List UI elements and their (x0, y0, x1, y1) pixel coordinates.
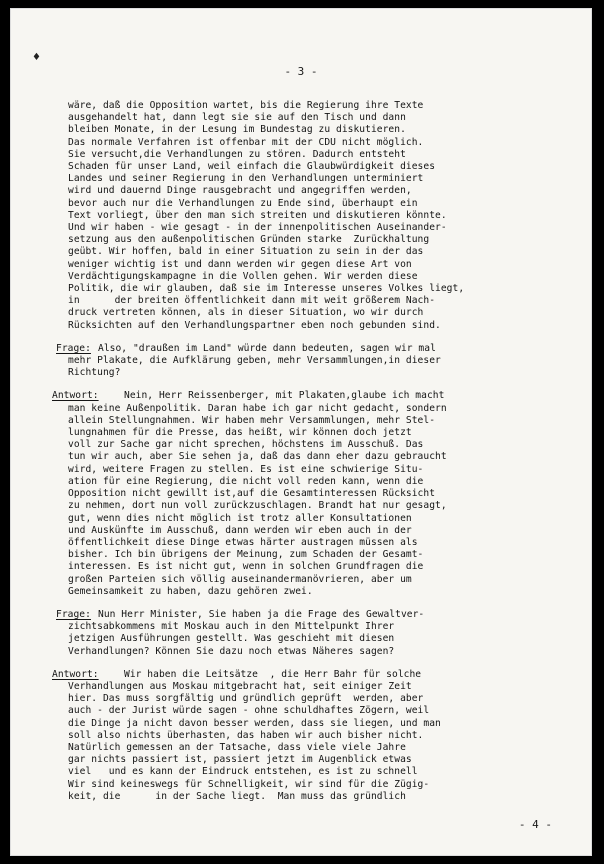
intro-paragraph (68, 100, 568, 332)
text-line: Politik, die wir glauben, daß sie im Interesse unseres Volkes liegt, (68, 283, 465, 295)
text-line: und Auskünfte im Ausschuß, dann werden wir eben auch in der (68, 524, 412, 536)
text-line: allein Stellungnahmen. Wir haben mehr Versammlungen, mehr Stel- (68, 414, 436, 426)
text-line: die Dinge ja nicht davon besser werden, dass sie liegen, und man (68, 717, 441, 729)
text-line: Landes und seiner Regierung in den Verhandlungen unterminiert (68, 173, 424, 185)
text-line: bevor auch nur die Verhandlungen zu Ende sind, überhaupt ein (68, 197, 418, 209)
text-line: mehr Plakate, die Aufklärung geben, mehr Versammlungen,in dieser (68, 355, 441, 367)
text-line: Nun Herr Minister, Sie haben ja die Frage des Gewaltver- (98, 608, 425, 620)
text-line: zichtsabkommens mit Moskau auch in den Mittelpunkt Ihrer (68, 621, 395, 633)
text-line: jetzigen Ausführungen gestellt. Was geschieht mit diesen (68, 633, 395, 645)
margin-mark: ♦ (32, 52, 41, 63)
text-line: geübt. Wir hoffen, bald in einer Situation zu sein in der das (68, 246, 424, 258)
text-line: ation für eine Regierung, die nicht voll reden kann, wenn die (68, 475, 424, 487)
text-line: zu nehmen, dort nun voll zurückzuschlagen. Brandt hat nur gesagt, (68, 500, 447, 512)
question-label: Frage: (56, 342, 91, 354)
text-line: Natürlich gemessen an der Tatsache, dass viele viele Jahre (68, 741, 406, 753)
document-page (10, 8, 592, 856)
text-line: Richtung? (68, 367, 121, 379)
text-line: Opposition nicht gewillt ist,auf die Gesamtinteressen Rücksicht (68, 488, 436, 500)
text-line: keit, die in der Sache liegt. Man muss das gründlich (68, 790, 406, 802)
text-line: wird und dauernd Dinge rausgebracht und angegriffen werden, (68, 185, 412, 197)
text-line: interessen. Es ist nicht gut, wenn in solchen Grundfragen die (68, 561, 424, 573)
text-line: ausgehandelt hat, dann legt sie sie auf den Tisch und dann (68, 112, 406, 124)
text-line: Sie versucht,die Verhandlungen zu stören. Dadurch entsteht (68, 148, 406, 160)
text-line: man keine Außenpolitik. Daran habe ich gar nicht gedacht, sondern (68, 402, 447, 414)
text-line: Verhandlungen aus Moskau mitgebracht hat, seit einiger Zeit (68, 680, 412, 692)
question-text (68, 609, 568, 658)
page-number: - 3 - (284, 65, 318, 78)
text-line: öffentlichkeit diese Dinge etwas härter austragen müssen als (68, 536, 418, 548)
text-line: Schaden für unser Land, weil einfach die Glaubwürdigkeit dieses (68, 161, 436, 173)
text-line: Wir sind keineswegs für Schnelligkeit, wir sind für die Zügig- (68, 778, 430, 790)
text-line: Also, "draußen im Land" würde dann bedeuten, sagen wir mal (98, 342, 436, 354)
text-line: Das normale Verfahren ist offenbar mit der CDU nicht möglich. (68, 136, 424, 148)
text-line: bleiben Monate, in der Lesung im Bundestag zu diskutieren. (68, 124, 406, 136)
answer-block (52, 390, 568, 597)
answer-text (68, 669, 568, 803)
text-line: Wir haben die Leitsätze , die Herr Bahr für solche (124, 668, 422, 680)
document-body (52, 100, 568, 803)
text-line: wird, weitere Fragen zu stellen. Es ist eine schwierige Situ- (68, 463, 424, 475)
text-line: hier. Das muss sorgfältig und gründlich geprüft werden, aber (68, 693, 424, 705)
text-line: Rücksichten auf den Verhandlungspartner eben noch gebunden sind. (68, 319, 441, 331)
text-line: gut, wenn dies nicht möglich ist trotz aller Konsultationen (68, 512, 412, 524)
text-line: Verdächtigungskampagne in die Vollen gehen. Wir werden diese (68, 270, 418, 282)
text-line: in der breiten öffentlichkeit dann mit weit größerem Nach- (68, 295, 436, 307)
text-line: lungnahmen für die Presse, das heißt, wir können doch jetzt (68, 427, 412, 439)
question-block (56, 342, 568, 380)
text-line: bisher. Ich bin übrigens der Meinung, zum Schaden der Gesamt- (68, 549, 424, 561)
answer-label: Antwort: (52, 668, 99, 680)
text-line: viel und es kann der Eindruck entstehen, es ist zu schnell (68, 766, 418, 778)
question-label: Frage: (56, 608, 91, 620)
text-line: voll zur Sache gar nicht sprechen, höchstens im Ausschuß. Das (68, 439, 424, 451)
text-line: Nein, Herr Reissenberger, mit Plakaten,glaube ich macht (124, 390, 445, 402)
text-line: weniger wichtig ist und dann werden wir gegen diese Art von (68, 258, 412, 270)
answer-block (52, 668, 568, 803)
text-line: Verhandlungen? Können Sie dazu noch etwas Näheres sagen? (68, 645, 395, 657)
interview-qa-list (52, 342, 568, 803)
text-line: Text vorliegt, über den man sich streiten und diskutieren könnte. (68, 209, 447, 221)
text-line: wäre, daß die Opposition wartet, bis die Regierung ihre Texte (68, 100, 424, 111)
text-line: gar nichts passiert ist, passiert jetzt im Augenblick etwas (68, 754, 412, 766)
text-line: Und wir haben - wie gesagt - in der innenpolitischen Auseinander- (68, 222, 447, 234)
text-line: tun wir auch, aber Sie sehen ja, daß das dann eher dazu gebraucht (68, 451, 447, 463)
answer-text (68, 390, 568, 597)
text-line: druck vertreten können, als in dieser Situation, wo wir durch (68, 307, 424, 319)
text-line: soll also nichts überhasten, das haben wir auch bisher nicht. (68, 729, 424, 741)
question-block (56, 608, 568, 658)
next-page-marker: - 4 - (518, 818, 552, 831)
question-text (68, 343, 568, 380)
text-line: auch - der Jurist würde sagen - ohne schuldhaftes Zögern, weil (68, 705, 430, 717)
text-line: großen Parteien sich völlig auseinandermanövrieren, aber um (68, 573, 412, 585)
text-line: setzung aus den außenpolitischen Gründen starke Zurückhaltung (68, 234, 430, 246)
text-line: Gemeinsamkeit zu haben, dazu gehören zwei. (68, 585, 313, 597)
answer-label: Antwort: (52, 390, 99, 402)
